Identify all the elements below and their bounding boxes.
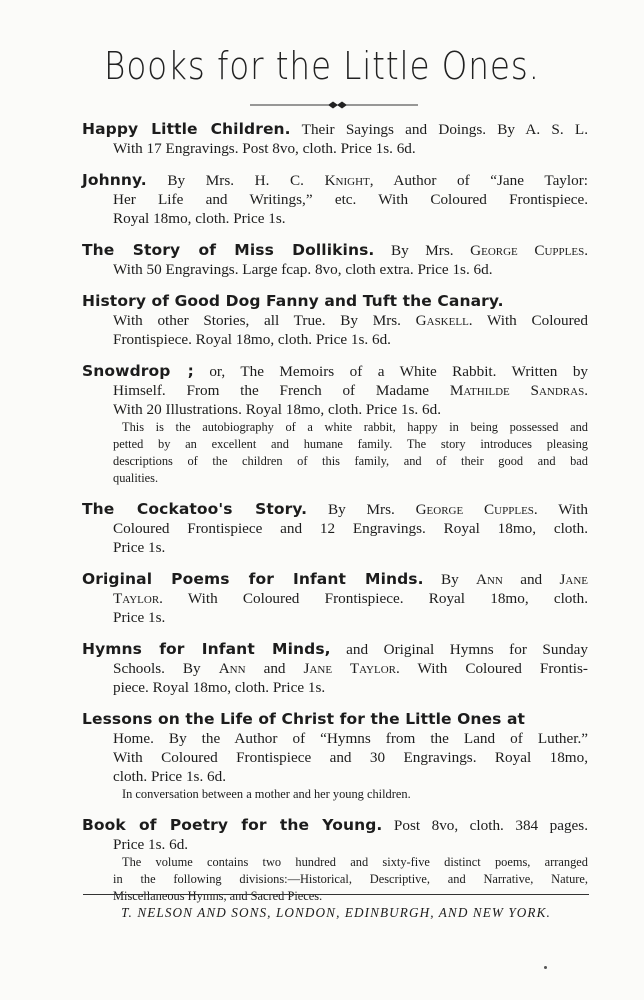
book-description-text: Price 1s. (113, 609, 166, 626)
book-entry-line (82, 659, 588, 678)
book-description-text: Royal 18mo, cloth. Price 1s. (113, 210, 286, 227)
book-description-text: Frontispiece. Royal 18mo, cloth. Price 1s. 6d. (113, 331, 391, 348)
book-description-text: Himself. From the French of Madame (113, 382, 450, 399)
book-entry-line (82, 381, 588, 400)
book-entry-line (82, 260, 588, 279)
book-description-text: . With Coloured (468, 312, 588, 329)
book-entry-first-line (82, 710, 588, 729)
book-title: Lessons on the Life of Christ for the Little Ones at (82, 710, 526, 728)
book-entry-line (82, 139, 588, 158)
book-description-text: and Original Hymns for Sunday (346, 641, 588, 658)
book-title: Johnny. (82, 171, 147, 189)
book-title: The Cockatoo's Story. (82, 500, 308, 518)
book-description-text: By Mrs. (327, 501, 416, 518)
book-entry-line (82, 678, 588, 697)
book-description-text: By (440, 571, 477, 588)
book-entry-line (82, 608, 588, 627)
book-description-text: With 20 Illustrations. Royal 18mo, cloth. Price 1s. 6d. (113, 401, 441, 418)
book-description-text: With 17 Engravings. Post 8vo, cloth. Price 1s. 6d. (113, 140, 416, 157)
book-description-text: Post 8vo, cloth. 384 pages. (393, 817, 589, 834)
book-entry-line (82, 538, 588, 557)
publisher-imprint: T. NELSON AND SONS, LONDON, EDINBURGH, AND NEW YORK. (121, 905, 551, 920)
author-name: George Cupples (470, 242, 585, 259)
book-description-text: . (584, 382, 588, 399)
book-note-line: descriptions of the children of this family, and of their good and bad (113, 454, 588, 468)
book-entry-line (82, 519, 588, 538)
book-note-line: In conversation between a mother and her young children. (122, 787, 411, 801)
book-entry (82, 362, 588, 487)
book-title: Happy Little Children. (82, 120, 291, 138)
book-note-line: qualities. (113, 471, 159, 485)
book-entry-first-line (82, 241, 588, 260)
book-description-text: With other Stories, all True. By Mrs. (113, 312, 416, 329)
book-title: Snowdrop ; (82, 362, 194, 380)
book-description-text: or, The Memoirs of a White Rabbit. Written by (209, 363, 589, 380)
book-description-text: . With Coloured Frontis- (395, 660, 588, 677)
book-entry-line (82, 311, 588, 330)
book-note (82, 786, 588, 803)
book-description-text: . With Coloured Frontispiece. Royal 18mo, cloth. (159, 590, 588, 607)
book-entry-line (82, 748, 588, 767)
book-entry-line (82, 835, 588, 854)
title-ornament-rule (250, 99, 418, 111)
author-name: Jane Taylor (303, 660, 396, 677)
book-description-text: Home. By the Author of “Hymns from the Land of Luther.” (113, 730, 588, 747)
book-title: History of Good Dog Fanny and Tuft the Canary. (82, 292, 504, 310)
book-description-text: . With (533, 501, 589, 518)
book-entry (82, 570, 588, 627)
author-name: Ann (476, 571, 503, 588)
book-note-line: in the following divisions:—Historical, Descriptive, and Narrative, Nature, (113, 872, 588, 886)
book-entry-line (82, 190, 588, 209)
book-list (82, 120, 588, 918)
book-entry (82, 710, 588, 803)
book-description-text: With Coloured Frontispiece and 30 Engravings. Royal 18mo, (113, 749, 588, 766)
book-note-line: petted by an excellent and humane family. The story introduces pleasing (113, 437, 588, 451)
book-title: Hymns for Infant Minds, (82, 640, 331, 658)
page-title: Books for the Little Ones. (104, 44, 540, 88)
book-description-text: Price 1s. (113, 539, 166, 556)
book-description-text: and (245, 660, 304, 677)
book-description-text: By Mrs. (390, 242, 471, 259)
book-entry-line (82, 330, 588, 349)
book-description-text: Their Sayings and Doings. By A. S. L. (301, 121, 589, 138)
book-description-text: , Author of “Jane Taylor: (369, 172, 588, 189)
author-name: George Cupples (415, 501, 534, 518)
book-title: The Story of Miss Dollikins. (82, 241, 375, 259)
author-name: Knight (324, 172, 370, 189)
footer-rule (83, 894, 589, 895)
book-description-text: Her Life and Writings,” etc. With Coloured Frontispiece. (113, 191, 588, 208)
book-note-line: The volume contains two hundred and sixty-five distinct poems, arranged (122, 855, 588, 869)
book-entry (82, 500, 588, 557)
book-note (82, 854, 588, 905)
book-entry-line (82, 729, 588, 748)
print-speck (544, 966, 547, 969)
book-entry (82, 171, 588, 228)
book-entry-first-line (82, 362, 588, 381)
book-entry (82, 292, 588, 349)
author-name: Gaskell (415, 312, 469, 329)
book-entry-first-line (82, 292, 588, 311)
author-name: Ann (218, 660, 246, 677)
book-entry-first-line (82, 570, 588, 589)
book-entry-line (82, 400, 588, 419)
author-name: Mathilde Sandras (449, 382, 585, 399)
book-entry-line (82, 209, 588, 228)
book-entry-first-line (82, 171, 588, 190)
book-entry-first-line (82, 120, 588, 139)
book-title: Book of Poetry for the Young. (82, 816, 383, 834)
book-entry (82, 120, 588, 158)
book-entry-first-line (82, 816, 588, 835)
book-description-text: Schools. By (113, 660, 219, 677)
book-description-text: piece. Royal 18mo, cloth. Price 1s. (113, 679, 326, 696)
book-note-line: This is the autobiography of a white rabbit, happy in being possessed and (122, 420, 588, 434)
book-description-text: Coloured Frontispiece and 12 Engravings. Royal 18mo, cloth. (113, 520, 588, 537)
book-entry-first-line (82, 640, 588, 659)
book-description-text: cloth. Price 1s. 6d. (113, 768, 227, 785)
book-description-text: . (584, 242, 589, 259)
book-entry-line (82, 589, 588, 608)
book-description-text: By Mrs. H. C. (167, 172, 325, 189)
book-title: Original Poems for Infant Minds. (82, 570, 424, 588)
book-description-text: and (502, 571, 560, 588)
author-name: Jane (559, 571, 588, 588)
book-note (82, 419, 588, 487)
book-description-text: With 50 Engravings. Large fcap. 8vo, cloth extra. Price 1s. 6d. (113, 261, 493, 278)
author-name: Taylor (113, 590, 160, 607)
book-note-line: Miscellaneous Hymns, and Sacred Pieces. (113, 889, 323, 903)
book-entry-line (82, 767, 588, 786)
book-entry (82, 640, 588, 697)
book-description-text: Price 1s. 6d. (113, 836, 189, 853)
book-entry (82, 816, 588, 905)
book-entry (82, 241, 588, 279)
book-entry-first-line (82, 500, 588, 519)
